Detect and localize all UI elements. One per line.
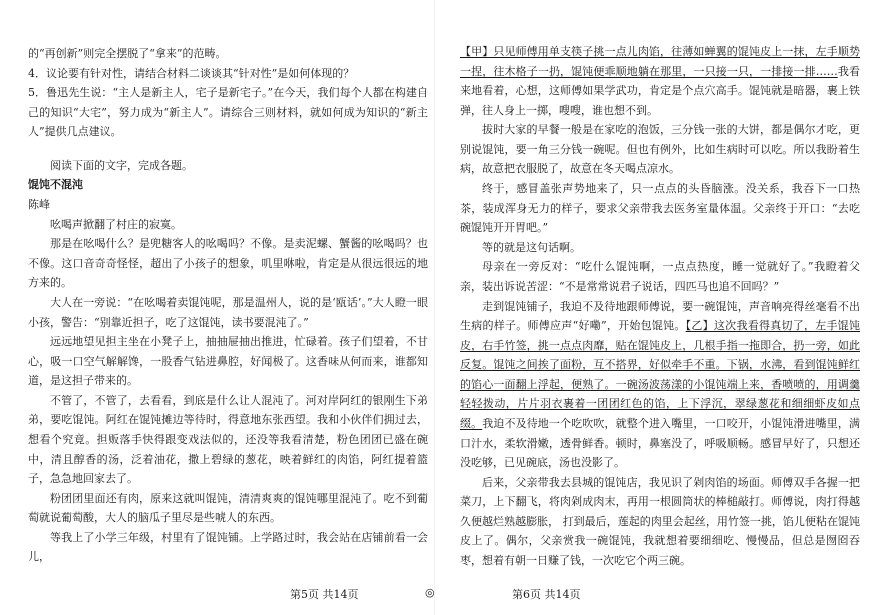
paragraph: 等我上了小学三年级，村里有了馄饨铺。上学路过时，我会站在店铺前看一会儿，	[28, 530, 428, 564]
paragraph: 的“再创新”则完全摆脱了“拿来”的范畴。	[28, 47, 227, 60]
article-title: 馄饨不混沌	[28, 178, 83, 192]
page-divider-icon: ◎	[425, 586, 435, 599]
paragraph-jia	[460, 42, 860, 120]
article-author: 陈峰	[28, 198, 50, 212]
question-5: 5．鲁迅先生说：“主人是新主人，宅子是新宅子。”在今天，我们每个人都在构建自己的知识“大宅”，努力成为“新主人”。请综合三则材料，就如何成为知识的“新主人”提供几点建议。	[28, 86, 428, 139]
right-page-column	[460, 0, 860, 571]
paragraph: 不管了，不管了，去看看，到底是什么让人混沌了。河对岸阿红的银刚生下弟弟，要吃馄饨。阿红在馄饨摊边等待时，得意地东张西望。我和小伙伴们拥过去，想看个究竟。担贩落手快得跟变戏法似的，还没等我看清楚，粉色团团已盛在碗中，清且醇香的汤，泛着油花，撒上碧绿的葱花，映着鲜红的肉馅，阿红提着篮子，急急地回家去了。	[28, 393, 428, 486]
paragraph: 终于，感冒盖张声势地来了，只一点点的头昏脑涨。没关系，我吞下一口热茶，装成浑身无力的样子，要求父亲带我去医务室量体温。父亲终于开口：“去吃碗馄饨开开胃吧。”	[460, 182, 860, 235]
page-number-left: 第5页 共14页	[290, 588, 359, 601]
paragraph-yi	[460, 297, 860, 473]
paragraph-text: 走到馄饨铺子，我迫不及待地跟师傅说，要一碗馄饨，声音响亮得丝毫看不出生病的样子。师傅应声“好嘞”，开始包馄饨。	[460, 299, 860, 333]
paragraph: 粉团团里面还有肉，原来这就叫馄饨，清清爽爽的馄饨哪里混沌了。吃不到葡萄就说葡萄酸，大人的脑瓜子里尽是些唬人的东西。	[28, 491, 428, 525]
paragraph: 远远地望见担主坐在小凳子上，抽抽屉抽出推进，忙碌着。孩子们望着，不甘心，吸一口空气解解馋，一股香气钻进鼻腔，好闻极了。这香味从何而来，谁都知道，是这担子带来的。	[28, 335, 428, 388]
paragraph: 吆喝声掀翻了村庄的寂寞。	[50, 217, 182, 231]
underlined-passage-jia: 【甲】只见师傅用单支筷子挑一点儿肉馅，往薄如蝉翼的馄饨皮上一抹，左手顺势一捏，往木格子一扔，馄饨便乖顺地躺在那里，一只接一只，一排接一排……	[460, 45, 860, 78]
left-page-column	[28, 0, 428, 567]
underlined-passage-yi: 【乙】这次我看得真切了，左手馄饨皮，右手竹签，挑一点点肉靡，贴在馄饨皮上，几根手指一拖即合，扔一旁，如此反复。馄饨之间挨了面粉，互不搭界，好似牵手不重。下锅，水沸，看到馄饨鲜红的馅心一面翻上浮起，便熟了。一碗汤波荡漾的小馄饨端上来，香喷喷的，用调羹轻轻拨动，片片羽衣裹着一团团红色的馅，上下浮沉，翠绿葱花和细细虾皮如点缀。	[460, 319, 861, 430]
paragraph: 大人在一旁说：“在吆喝着卖馄饨呢，那是温州人，说的是‘瓯话’。”大人瞪一眼小孩，警告：“别靠近担子，吃了这馄饨，读书要混沌了。”	[28, 295, 428, 329]
instruction: 阅读下面的文字，完成各题。	[50, 158, 193, 172]
paragraph: 那是在吆喝什么？是兜糖客人的吆喝吗？不像。是卖泥螺、蟹酱的吆喝吗？也不像。这口音奇奇怪怪，超出了小孩子的想象，叽里咻啦，肯定是从很远很远的地方来的。	[28, 237, 428, 290]
paragraph: 母亲在一旁反对：“吃什么馄饨啊，一点点热度，睡一觉就好了。”我瞪着父亲，装出诉说苦涩：“不是常常说君子说话，四匹马也追不回吗？”	[460, 260, 860, 293]
paragraph: 等的就是这句话啊。	[482, 240, 581, 254]
paragraph: 后来，父亲带我去县城的馄饨店，我见识了剁肉馅的场面。师傅双手各握一把菜刀，上下翻飞，将肉剁成肉末，再用一根圆筒状的棒槌敲打。师傅说，肉打得越久便越烂熟越膨胀， 打到最后，莲起的肉里会起丝，用竹签一挑，馅儿便粘在馄饨皮上了。偶尔，父亲赏我一碗馄饨，我就想着要细细吃、慢慢品，但总是囫囵吞枣，想着有朝一日赚了钱，一次吃它个两三碗。	[460, 475, 860, 568]
paragraph-text: 我迫不及待地一个吃吹吹，就整个进入嘴里，一口咬开，小馄饨滑进嘴里，满口汁水，柔软滑嫩，透骨鲜香。顿时，鼻塞没了，呼吸顺畅。感冒早好了，只想还没吃够，已见碗底，汤也没影了。	[460, 416, 861, 470]
page-number-right: 第6页 共14页	[512, 588, 581, 601]
paragraph: 拔时大家的早餐一般是在家吃的泡饭，三分钱一张的大饼，都是偶尔才吃，更别说馄饨，要一角三分钱一碗呢。但也有例外，比如生病时可以吃。所以我盼着生病，故意把衣服脱了，故意在冬天喝点凉水。	[460, 123, 860, 176]
question-4: 4．议论要有针对性，请结合材料二谈谈其“针对性”是如何体现的？	[28, 66, 355, 80]
page-fold	[434, 0, 435, 615]
paragraph-text: 我看来地看着，心想，这师傅如果学武功，肯定是个点穴高手。馄饨就是暗器，裹上铁弹，往人身上一掷，嗖嗖，谁也想不到。	[460, 64, 861, 117]
